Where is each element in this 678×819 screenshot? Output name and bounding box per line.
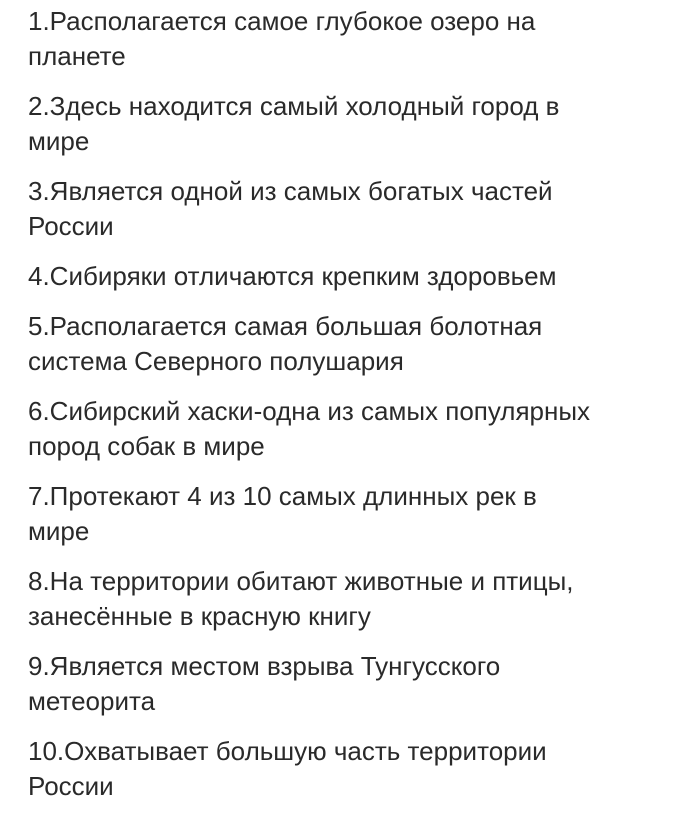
item-line: 9.Является местом взрыва Тунгусского: [28, 651, 501, 681]
list-item: [28, 479, 678, 549]
item-line: 10.Охватывает большую часть территории: [28, 736, 547, 766]
item-line: мире: [28, 516, 90, 546]
item-line: планете: [28, 41, 126, 71]
item-line: 6.Сибирский хаски-одна из самых популярных: [28, 396, 591, 426]
list-item: [28, 174, 678, 244]
item-line: 3.Является одной из самых богатых частей: [28, 176, 553, 206]
facts-list: [28, 4, 678, 819]
item-line: мире: [28, 126, 90, 156]
list-item: [28, 649, 678, 719]
item-line: 1.Располагается самое глубокое озеро на: [28, 6, 536, 36]
item-line: 8.На территории обитают животные и птицы,: [28, 566, 574, 596]
item-line: метеорита: [28, 686, 156, 716]
list-item: [28, 394, 678, 464]
list-item: [28, 309, 678, 379]
item-line: система Северного полушария: [28, 346, 404, 376]
list-item: [28, 564, 678, 634]
item-line: 7.Протекают 4 из 10 самых длинных рек в: [28, 481, 537, 511]
item-line: 5.Располагается самая большая болотная: [28, 311, 543, 341]
item-line: России: [28, 211, 114, 241]
item-line: России: [28, 771, 114, 801]
item-line: 4.Сибиряки отличаются крепким здоровьем: [28, 261, 557, 291]
list-item: [28, 89, 678, 159]
list-item: [28, 259, 678, 294]
list-item: [28, 4, 678, 74]
list-item: [28, 734, 678, 804]
item-line: 2.Здесь находится самый холодный город в: [28, 91, 560, 121]
item-line: пород собак в мире: [28, 431, 265, 461]
item-line: занесённые в красную книгу: [28, 601, 371, 631]
